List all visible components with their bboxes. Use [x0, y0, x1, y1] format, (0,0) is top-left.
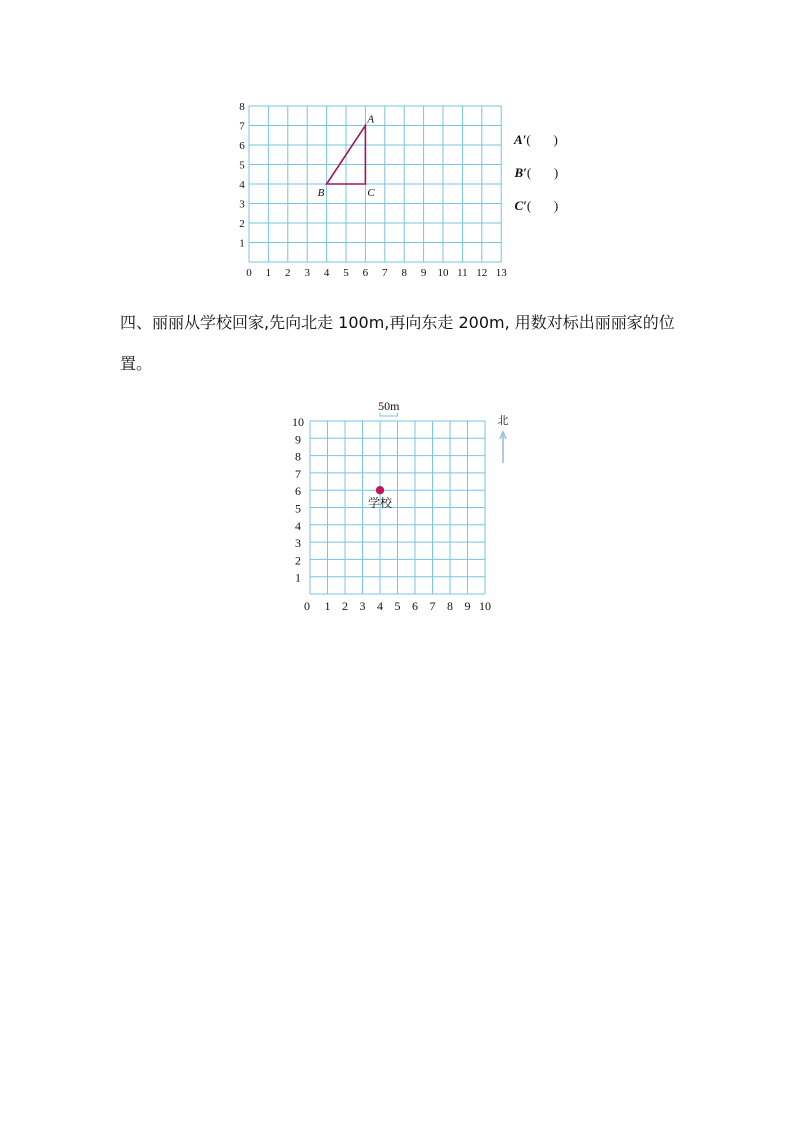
grid1-y-tick: 6: [239, 140, 245, 152]
grid1-y-tick: 8: [239, 101, 245, 113]
answer-a-prime-open: (: [526, 132, 531, 147]
grid1-x-tick: 10: [437, 267, 449, 279]
vertex-label-b: B: [317, 187, 325, 199]
grid2-x-tick: 1: [324, 599, 331, 613]
answer-b-prime-open: (: [526, 165, 532, 180]
grid1-x-tick: 4: [323, 267, 330, 279]
scale-label: 50m: [378, 399, 400, 413]
grid2-x-tick: 7: [429, 599, 436, 613]
grid2-x-tick: 6: [412, 599, 418, 613]
grid1-x-tick: 7: [382, 267, 388, 279]
grid2-x-tick: 2: [342, 599, 348, 613]
vertex-label-a: A: [367, 113, 375, 126]
grid2-x-tick: 9: [464, 599, 471, 613]
grid2-y-tick: 8: [295, 449, 301, 464]
grid2-y-tick: 9: [295, 432, 301, 447]
answer-b-prime-close: ): [553, 165, 559, 180]
grid2-x-tick: 8: [447, 599, 453, 613]
grid1-x-tick: 9: [420, 267, 427, 279]
grid1-y-tick: 7: [239, 120, 245, 133]
grid2-y-tick: 2: [295, 553, 301, 568]
answer-a-prime-label: A′: [514, 132, 527, 147]
grid2-x-tick: 5: [394, 599, 401, 613]
answer-c-prime-close: ): [553, 198, 559, 213]
grid1-x-tick: 8: [401, 267, 407, 279]
grid2-x-tick: 4: [377, 599, 383, 613]
grid1-x-tick: 6: [362, 267, 369, 279]
grid1-x-tick: 2: [285, 267, 291, 279]
school-label: 学校: [367, 496, 393, 511]
grid1-x-tick: 12: [476, 267, 488, 279]
grid2-y-tick: 5: [295, 501, 301, 516]
grid1-y-tick: 5: [239, 159, 245, 172]
grid1-x-tick: 1: [265, 267, 272, 279]
grid2-x-tick: 10: [479, 599, 491, 613]
question-four: 四、丽丽从学校回家,先向北走 100m,再向东走 200m, 用数对标出丽丽家的位置。: [120, 313, 675, 373]
grid1-x-tick: 0: [246, 267, 252, 279]
grid1-x-tick: 5: [343, 267, 349, 279]
answer-c-prime-open: (: [526, 198, 532, 213]
grid1-y-tick: 1: [239, 237, 245, 250]
answer-b-prime-label: B′: [514, 165, 527, 180]
grid2-y-tick: 1: [295, 570, 301, 585]
grid2-y-tick: 3: [295, 536, 301, 551]
grid1-x-tick: 13: [495, 267, 507, 279]
grid2-x-tick: 0: [304, 599, 310, 613]
grid1-x-tick: 11: [457, 267, 468, 279]
school-point: [376, 486, 384, 494]
grid2-y-tick: 7: [295, 466, 301, 481]
answer-a-prime-close: ): [553, 132, 558, 147]
grid1-y-tick: 2: [239, 218, 245, 230]
vertex-label-c: C: [367, 187, 375, 199]
grid2-x-tick: 3: [359, 599, 366, 613]
grid1-x-tick: 3: [304, 267, 310, 279]
grid2-y-tick: 10: [292, 415, 304, 429]
answer-c-prime-label: C′: [514, 198, 527, 213]
grid2-y-tick: 4: [295, 518, 301, 533]
grid2-y-tick: 6: [295, 484, 301, 499]
scale-bracket: [380, 413, 398, 416]
grid1-y-tick: 4: [239, 179, 245, 191]
north-label: 北: [497, 414, 509, 427]
grid1-y-tick: 3: [239, 198, 245, 211]
